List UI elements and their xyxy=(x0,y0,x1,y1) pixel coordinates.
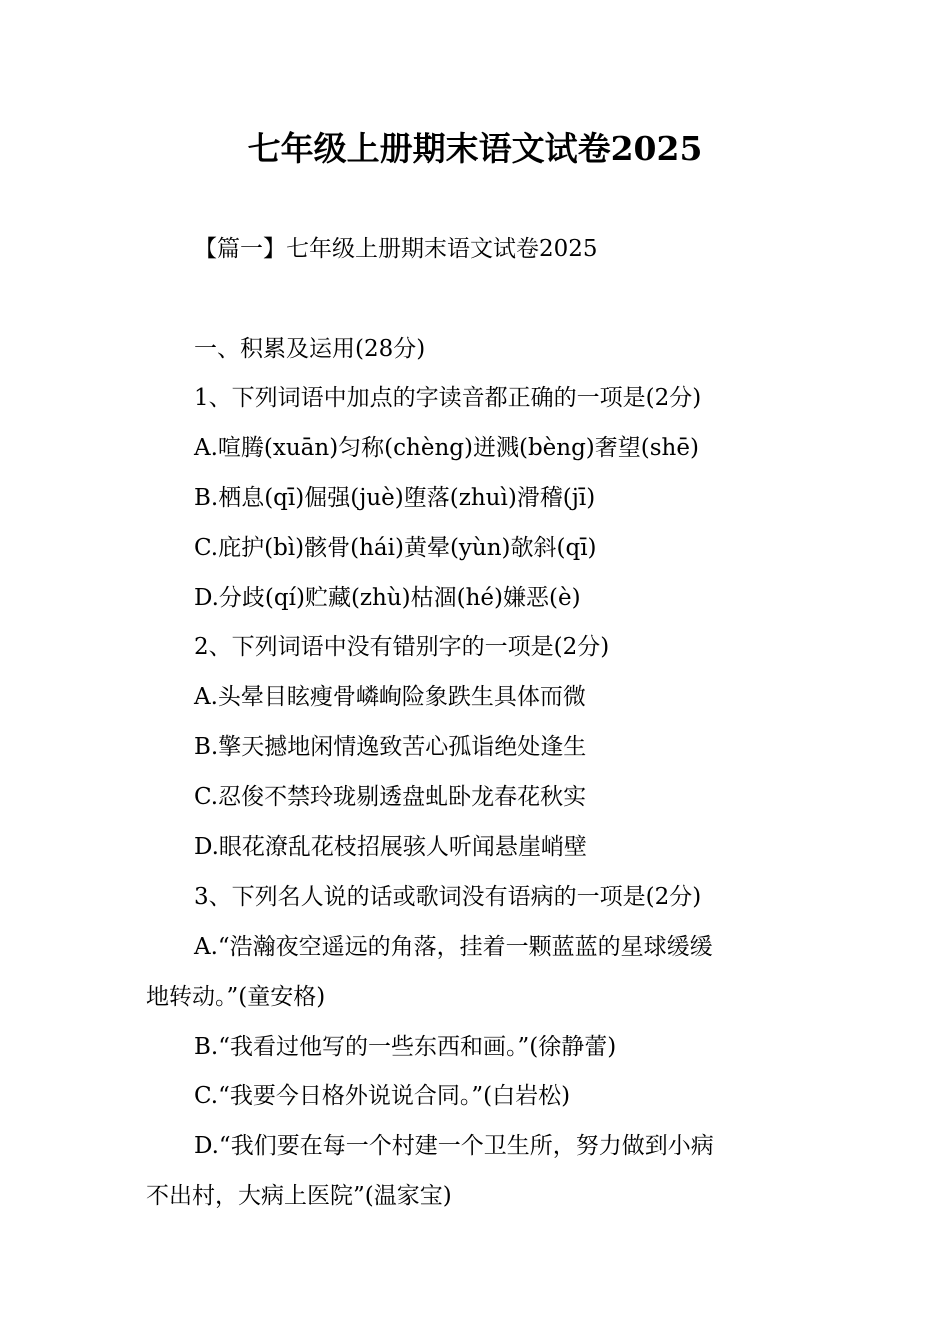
question-2-option-c: C.忍俊不禁玲珑剔透盘虬卧龙春花秋实 xyxy=(194,784,587,810)
question-3-option-a-line2: 地转动。”(童安格) xyxy=(146,984,326,1010)
question-3-option-b: B.“我看过他写的一些东西和画。”(徐静蕾) xyxy=(194,1034,617,1060)
question-1-stem: 1、下列词语中加点的字读音都正确的一项是(2分) xyxy=(194,385,702,411)
document-title: 七年级上册期末语文试卷2025 xyxy=(247,129,703,168)
question-1-option-b: B.栖息(qī)倔强(juè)堕落(zhuì)滑稽(jī) xyxy=(194,485,596,511)
question-2-option-d: D.眼花潦乱花枝招展骇人听闻悬崖峭壁 xyxy=(194,834,587,860)
question-3-option-a-line1: A.“浩瀚夜空遥远的角落，挂着一颗蓝蓝的星球缓缓 xyxy=(194,934,713,960)
question-1-option-d: D.分歧(qí)贮藏(zhù)枯涸(hé)嫌恶(è) xyxy=(194,585,581,611)
question-2-option-b: B.擎天撼地闲情逸致苦心孤诣绝处逢生 xyxy=(194,734,587,760)
section-heading: 【篇一】七年级上册期末语文试卷2025 xyxy=(194,236,598,262)
question-2-option-a: A.头晕目眩瘦骨嶙峋险象跌生具体而微 xyxy=(194,684,586,710)
question-3-option-d-line2: 不出村，大病上医院”(温家宝) xyxy=(146,1183,452,1209)
question-3-option-d-line1: D.“我们要在每一个村建一个卫生所，努力做到小病 xyxy=(194,1133,714,1159)
question-1-option-c: C.庇护(bì)骸骨(hái)黄晕(yùn)欹斜(qī) xyxy=(194,535,597,561)
question-1-option-a: A.喧腾(xuān)匀称(chèng)迸溅(bèng)奢望(shē) xyxy=(194,435,699,461)
question-3-option-c: C.“我要今日格外说说合同。”(白岩松) xyxy=(194,1083,571,1109)
question-3-stem: 3、下列名人说的话或歌词没有语病的一项是(2分) xyxy=(194,884,702,910)
question-2-stem: 2、下列词语中没有错别字的一项是(2分) xyxy=(194,634,610,660)
part-heading: 一、积累及运用(28分) xyxy=(194,336,426,362)
